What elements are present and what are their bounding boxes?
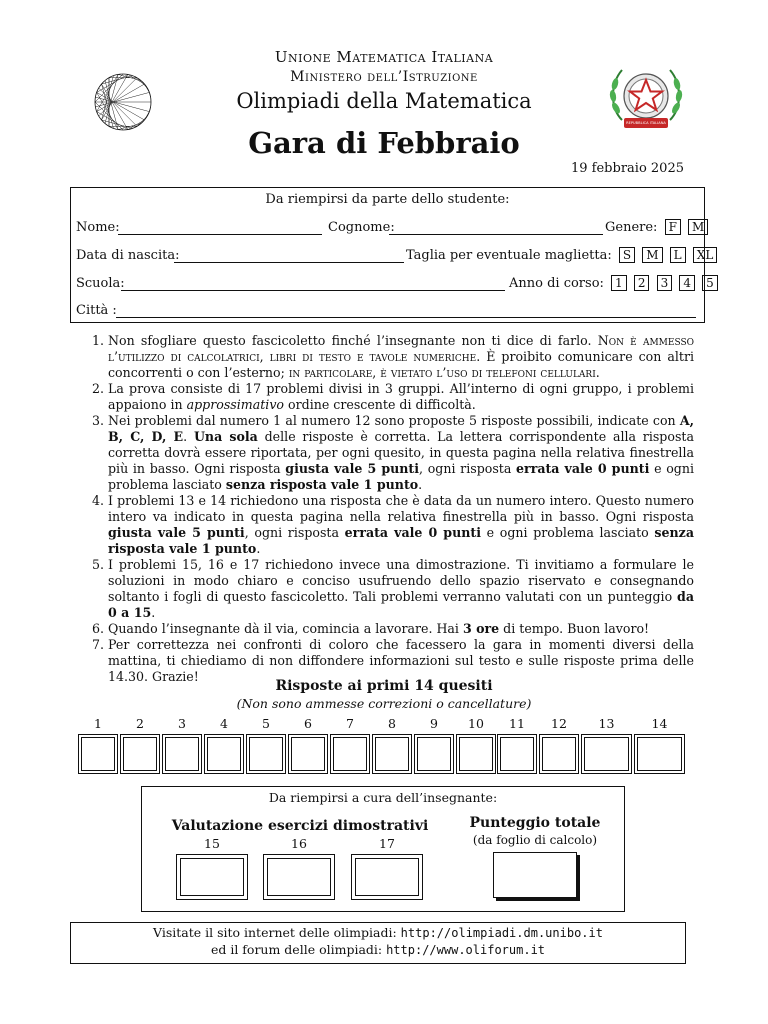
answer-number-label: 7 (346, 716, 354, 731)
score-box-17[interactable] (351, 854, 423, 900)
rule-3: 3. Nei problemi dal numero 1 al numero 12 sono proposte 5 risposte possibili, indicate con A, B, C, D, E. Una sola delle risposte è corretta. La lettera corrispondente alla risposta corretta dovrà essere riportata, per ogni quesito, in questa pagina nella relativa finestrella più in basso. Ogni risposta giusta vale 5 punti, ogni risposta errata vale 0 punti e ogni problema lasciato senza risposta vale 1 punto. (108, 413, 694, 493)
emblem-ribbon-text: REPUBBLICA ITALIANA (626, 121, 666, 125)
answer-number-label: 14 (651, 716, 668, 731)
string-art-icon (86, 62, 160, 146)
answer-number-label: 11 (509, 716, 525, 731)
answers-title: Risposte ai primi 14 quesiti (275, 678, 493, 694)
score-label-17: 17 (379, 836, 395, 851)
anno-group (509, 275, 718, 291)
nome-label: Nome: (76, 220, 120, 235)
total-score-box[interactable] (493, 852, 577, 898)
cognome-label: Cognome: (328, 220, 395, 235)
forum-link[interactable]: http://www.oliforum.it (386, 943, 546, 957)
answers-subtitle: (Non sono ammesse correzioni o cancellature) (236, 696, 532, 711)
taglia-group (406, 247, 717, 263)
taglia-option-xl[interactable]: XL (693, 247, 718, 263)
answer-box-2[interactable] (120, 734, 160, 774)
answer-number-label: 4 (220, 716, 228, 731)
answer-box-4[interactable] (204, 734, 244, 774)
taglia-option-m[interactable]: M (642, 247, 662, 263)
punteggio-subtitle: (da foglio di calcolo) (472, 833, 598, 847)
genere-label: Genere: (605, 220, 658, 235)
nome-field[interactable] (118, 234, 322, 235)
anno-option-1[interactable]: 1 (611, 275, 627, 291)
genere-option-f[interactable]: F (665, 219, 681, 235)
genere-option-m[interactable]: M (688, 219, 708, 235)
citta-label: Città : (76, 303, 117, 318)
data-nascita-field[interactable] (174, 262, 404, 263)
valutazione-title: Valutazione esercizi dimostrativi (171, 818, 429, 834)
italian-republic-emblem-icon (604, 56, 688, 140)
rule-4: 4. I problemi 13 e 14 richiedono una risposta che è data da un numero intero. Questo numero intero va indicato in questa pagina nella relativa finestrella più in basso. Ogni risposta giusta vale 5 punti, ogni risposta errata vale 0 punti e ogni problema lasciato senza risposta vale 1 punto. (108, 493, 694, 557)
teacher-box-heading: Da riempirsi a cura dell’insegnante: (268, 790, 498, 805)
site-text: Visitate il sito internet delle olimpiadi: (153, 925, 401, 940)
data-nascita-label: Data di nascita: (76, 248, 180, 263)
score-label-15: 15 (204, 836, 220, 851)
organization-line-2: Ministero dell’Istruzione (290, 69, 478, 85)
olympiad-logo-icon (86, 62, 160, 146)
rule-6: 6. Quando l’insegnante dà il via, comincia a lavorare. Hai 3 ore di tempo. Buon lavoro! (108, 621, 694, 637)
answer-box-3[interactable] (162, 734, 202, 774)
answer-number-label: 10 (468, 716, 484, 731)
footer-line-1 (70, 925, 686, 940)
answer-number-label: 6 (304, 716, 312, 731)
scuola-field[interactable] (121, 290, 505, 291)
rule-5: 5. I problemi 15, 16 e 17 richiedono invece una dimostrazione. Ti invitiamo a formulare le soluzioni in modo chiaro e conciso usufruendo dello spazio riservato e consegnando soltanto i fogli di questo fascicoletto. Tali problemi verranno valutati con un punteggio da 0 a 15. (108, 557, 694, 621)
answer-number-label: 13 (598, 716, 615, 731)
anno-option-4[interactable]: 4 (679, 275, 695, 291)
site-link[interactable]: http://olimpiadi.dm.unibo.it (400, 926, 603, 940)
answer-box-5[interactable] (246, 734, 286, 774)
rules-list (86, 333, 694, 685)
answer-box-1[interactable] (78, 734, 118, 774)
answer-number-label: 5 (262, 716, 270, 731)
rule-1: 1. Non sfogliare questo fascicoletto finché l’insegnante non ti dice di farlo. Non è ammesso l’utilizzo di calcolatrici, libri di testo e tavole numeriche. È proibito comunicare con altri concorrenti o con l’esterno; in particolare, è vietato l’uso di telefoni cellulari. (108, 333, 694, 381)
rule-7: 7. Per correttezza nei confronti di coloro che facessero la gara in momenti diversi della mattina, ti chiediamo di non diffondere informazioni sul testo e sulle risposte prima delle 14.30. Grazie! (108, 637, 694, 685)
answer-number-label: 9 (430, 716, 438, 731)
answer-box-11[interactable] (497, 734, 537, 774)
answer-number-label: 2 (136, 716, 144, 731)
cognome-field[interactable] (389, 234, 603, 235)
forum-text: ed il forum delle olimpiadi: (210, 942, 387, 957)
answer-box-10[interactable] (456, 734, 496, 774)
score-label-16: 16 (291, 836, 307, 851)
answer-box-7[interactable] (330, 734, 370, 774)
page-title: Gara di Febbraio (248, 126, 520, 160)
answer-box-12[interactable] (539, 734, 579, 774)
score-box-15[interactable] (176, 854, 248, 900)
exam-date: 19 febbraio 2025 (571, 161, 684, 176)
answer-number-label: 8 (388, 716, 396, 731)
anno-option-2[interactable]: 2 (634, 275, 650, 291)
taglia-label: Taglia per eventuale maglietta: (406, 248, 612, 263)
anno-option-3[interactable]: 3 (657, 275, 673, 291)
taglia-option-s[interactable]: S (619, 247, 635, 263)
genere-group (605, 219, 708, 235)
scuola-label: Scuola: (76, 276, 125, 291)
student-box-heading: Da riempirsi da parte dello studente: (265, 192, 510, 207)
anno-option-5[interactable]: 5 (702, 275, 718, 291)
answer-box-6[interactable] (288, 734, 328, 774)
answer-box-14[interactable] (634, 734, 685, 774)
citta-field[interactable] (116, 317, 696, 318)
organization-line-1: Unione Matematica Italiana (274, 48, 494, 66)
punteggio-title: Punteggio totale (469, 815, 601, 831)
rule-2: 2. La prova consiste di 17 problemi divisi in 3 gruppi. All’interno di ogni gruppo, i problemi appaiono in approssimativo ordine crescente di difficoltà. (108, 381, 694, 413)
answer-number-label: 1 (94, 716, 102, 731)
taglia-option-l[interactable]: L (670, 247, 686, 263)
answer-number-label: 12 (551, 716, 567, 731)
competition-name: Olimpiadi della Matematica (236, 89, 532, 113)
score-box-16[interactable] (263, 854, 335, 900)
anno-label: Anno di corso: (509, 276, 604, 291)
footer-line-2 (70, 942, 686, 957)
answer-box-13[interactable] (581, 734, 632, 774)
answer-number-label: 3 (178, 716, 186, 731)
answer-box-8[interactable] (372, 734, 412, 774)
answer-box-9[interactable] (414, 734, 454, 774)
